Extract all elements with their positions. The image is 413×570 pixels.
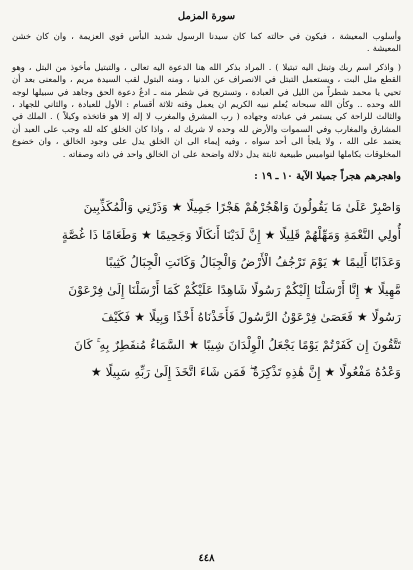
quran-verses [12, 194, 401, 387]
verse-line: وَعَذَابًا أَلِيمًا ★ يَوْمَ تَرْجُفُ الْأَرْضُ وَالْجِبَالُ وَكَانَتِ الْجِبَالُ كَثِيبًا [105, 255, 401, 270]
verse-line: وَعْدُهُ مَفْعُولًا ★ إِنَّ هَٰذِهِ تَذْكِرَةٌ ۖ فَمَن شَاءَ اتَّخَذَ إِلَىٰ رَبِّهِ سَبِيلًا ★ [90, 365, 401, 380]
verse-line: تَتَّقُونَ إِن كَفَرْتُمْ يَوْمًا يَجْعَلُ الْوِلْدَانَ شِيبًا ★ السَّمَاءُ مُنفَطِرٌ بِهِ ۚ كَانَ [74, 337, 401, 352]
page-number: ٤٤٨ [198, 553, 215, 564]
verse-line: مَّهِيلًا ★ إِنَّا أَرْسَلْنَا إِلَيْكُمْ رَسُولًا شَاهِدًا عَلَيْكُمْ كَمَا أَرْسَلْنَا إِلَىٰ فِرْعَوْنَ [68, 282, 401, 297]
verse-line: رَسُولًا ★ فَعَصَىٰ فِرْعَوْنُ الرَّسُولَ فَأَخَذْنَاهُ أَخْذًا وَبِيلًا ★ فَكَيْفَ [101, 310, 401, 325]
verse-line: وَاصْبِرْ عَلَىٰ مَا يَقُولُونَ وَاهْجُرْهُمْ هَجْرًا جَمِيلًا ★ وَذَرْنِي وَالْمُكَذِّبِينَ [83, 200, 401, 215]
paragraph-1: وأسلوب المعيشة ، فيكون في حالته كما كان سيدنا الرسول شديد البأس قوي العزيمة ، وان كان خشن المعيشة . [12, 31, 401, 54]
section-heading: واهجرهم هجراً جميلا الآية ١٠ ـ ١٩ : [254, 171, 401, 183]
verse-line: أُولِي النَّعْمَةِ وَمَهِّلْهُمْ قَلِيلًا ★ إِنَّ لَدَيْنَا أَنكَالًا وَجَحِيمًا ★ وَطَعَامًا ذَا غُصَّةٍ [61, 227, 401, 242]
paragraph-2: ( واذكر اسم ربك وتبتل اليه تبتيلا ) . المراد بذكر الله هنا الدعوة اليه تعالى ، والتبتيل مأخوذ من البتل ، وهو القطع مثل البت ، ويستعمل التبتل في الانصراف عن الدنيا ، ومنه البتول لقب السيدة مريم ، والمعنى بعد أن تحيي يا محمد شطراً من الليل في العبادة ، وتستريح في شطر منه ـ ادعُ دعوة الحق وجاهد في سبيلها لوجه الله وحده .. وكأن الله سبحانه يُعلم نبيه الكريم ان يعمل وقته ثلاثة أقسام : الأول للعبادة ، والثاني للجهاد ، والثالث للراحة كي يستمر في عبادته وجهاده ( رب المشرق والمغرب لا إله إلا هو فاتخذه وكيلاً ) . الملك في المشارق والمغارب وفي السموات والأرض لله وحده لا شريك له ، واذا كان الخلق كله لله وجب على العبد أن يعتمد على الله ، ولا يلجأ الى أحد سواه ، وفيه إيماء الى ان الخلق يدل على وجود الخالق ، وان خضوع المخلوقات بكاملها لنواميس طبيعية ثابتة يدل دلالة واضحة على ان الخالق واحد في ذاته وصفاته . [12, 61, 401, 159]
page-header-title: سورة المزمل [177, 11, 236, 22]
